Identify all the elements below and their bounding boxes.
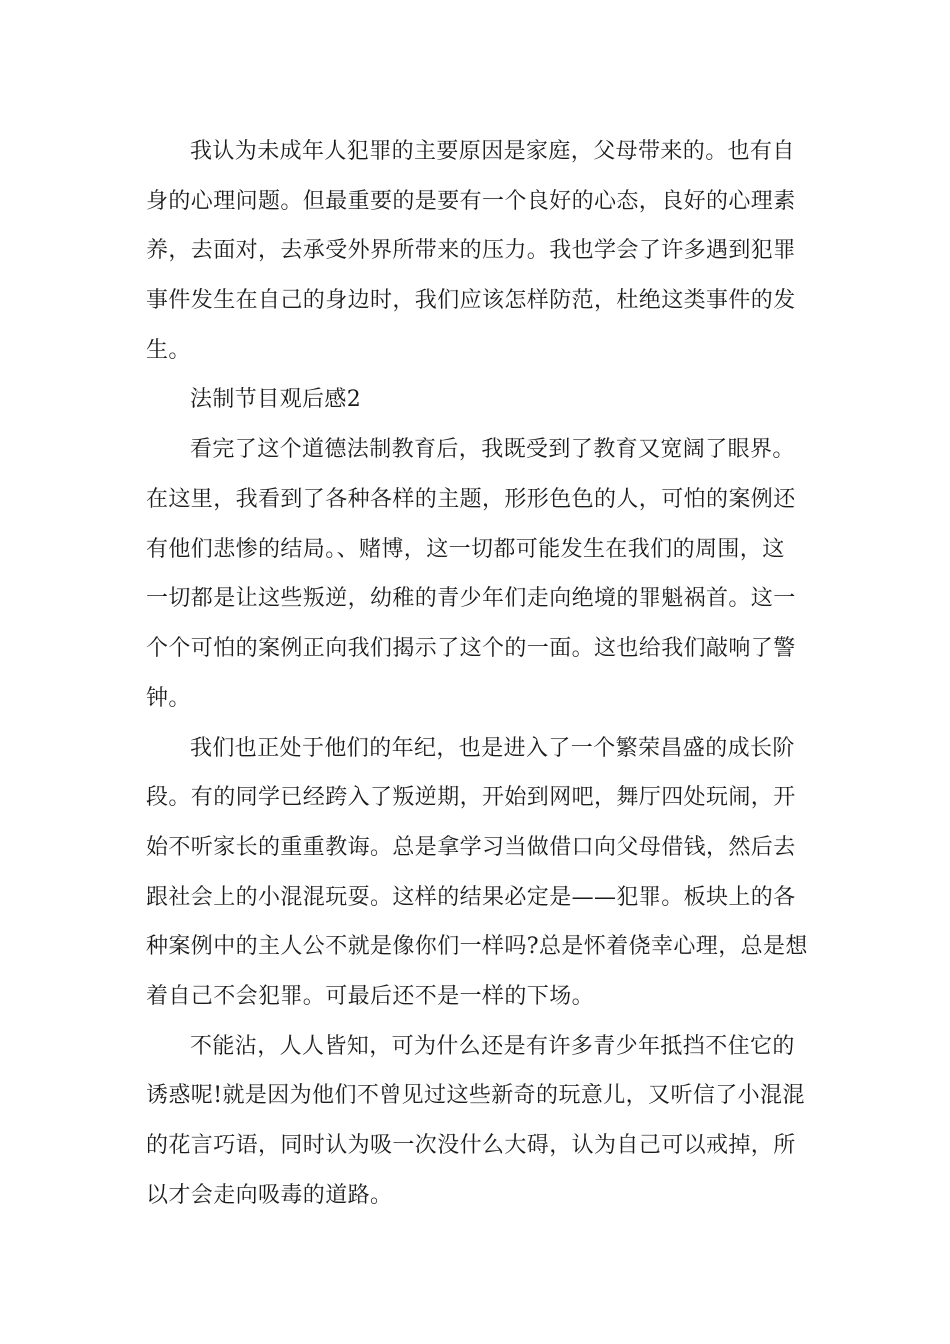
section-heading: 法制节目观后感2: [190, 387, 362, 412]
paragraph-2-line-3: 有他们悲惨的结局。、赌博，这一切都可能发生在我们的周围，这: [146, 537, 785, 562]
paragraph-3-line-1: 我们也正处于他们的年纪，也是进入了一个繁荣昌盛的成长阶: [190, 736, 795, 761]
paragraph-1-line-2: 身的心理问题。但最重要的是要有一个良好的心态，良好的心理素: [146, 189, 796, 214]
paragraph-4-line-3: 的花言巧语，同时认为吸一次没什么大碍，认为自己可以戒掉，所: [146, 1133, 796, 1158]
paragraph-2-line-2: 在这里，我看到了各种各样的主题，形形色色的人，可怕的案例还: [146, 487, 796, 512]
paragraph-3-line-5: 种案例中的主人公不就是像你们一样吗?总是怀着侥幸心理，总是想: [146, 934, 808, 959]
paragraph-1-line-4: 事件发生在自己的身边时，我们应该怎样防范，杜绝这类事件的发: [146, 288, 796, 313]
paragraph-2-line-1: 看完了这个道德法制教育后，我既受到了教育又宽阔了眼界。: [190, 437, 795, 462]
paragraph-3-line-4: 跟社会上的小混混玩耍。这样的结果必定是——犯罪。板块上的各: [146, 885, 796, 910]
paragraph-4-line-2: 诱惑呢!就是因为他们不曾见过这些新奇的玩意儿，又听信了小混混: [146, 1083, 805, 1108]
paragraph-3-line-3: 始不听家长的重重教诲。总是拿学习当做借口向父母借钱，然后去: [146, 835, 796, 860]
paragraph-2-line-6: 钟。: [146, 686, 191, 711]
paragraph-4-line-4: 以才会走向吸毒的道路。: [146, 1183, 393, 1208]
paragraph-2-line-4: 一切都是让这些叛逆，幼稚的青少年们走向绝境的罪魁祸首。这一: [146, 586, 796, 611]
paragraph-2-line-5: 个个可怕的案例正向我们揭示了这个的一面。这也给我们敲响了警: [146, 636, 796, 661]
paragraph-1-line-1: 我认为未成年人犯罪的主要原因是家庭，父母带来的。也有自: [190, 139, 795, 164]
paragraph-1-line-3: 养，去面对，去承受外界所带来的压力。我也学会了许多遇到犯罪: [146, 238, 796, 263]
paragraph-3-line-6: 着自己不会犯罪。可最后还不是一样的下场。: [146, 984, 595, 1009]
paragraph-3-line-2: 段。有的同学已经跨入了叛逆期，开始到网吧，舞厅四处玩闹，开: [146, 785, 796, 810]
paragraph-1-line-5: 生。: [146, 338, 191, 363]
paragraph-4-line-1: 不能沾，人人皆知，可为什么还是有许多青少年抵挡不住它的: [190, 1034, 795, 1059]
